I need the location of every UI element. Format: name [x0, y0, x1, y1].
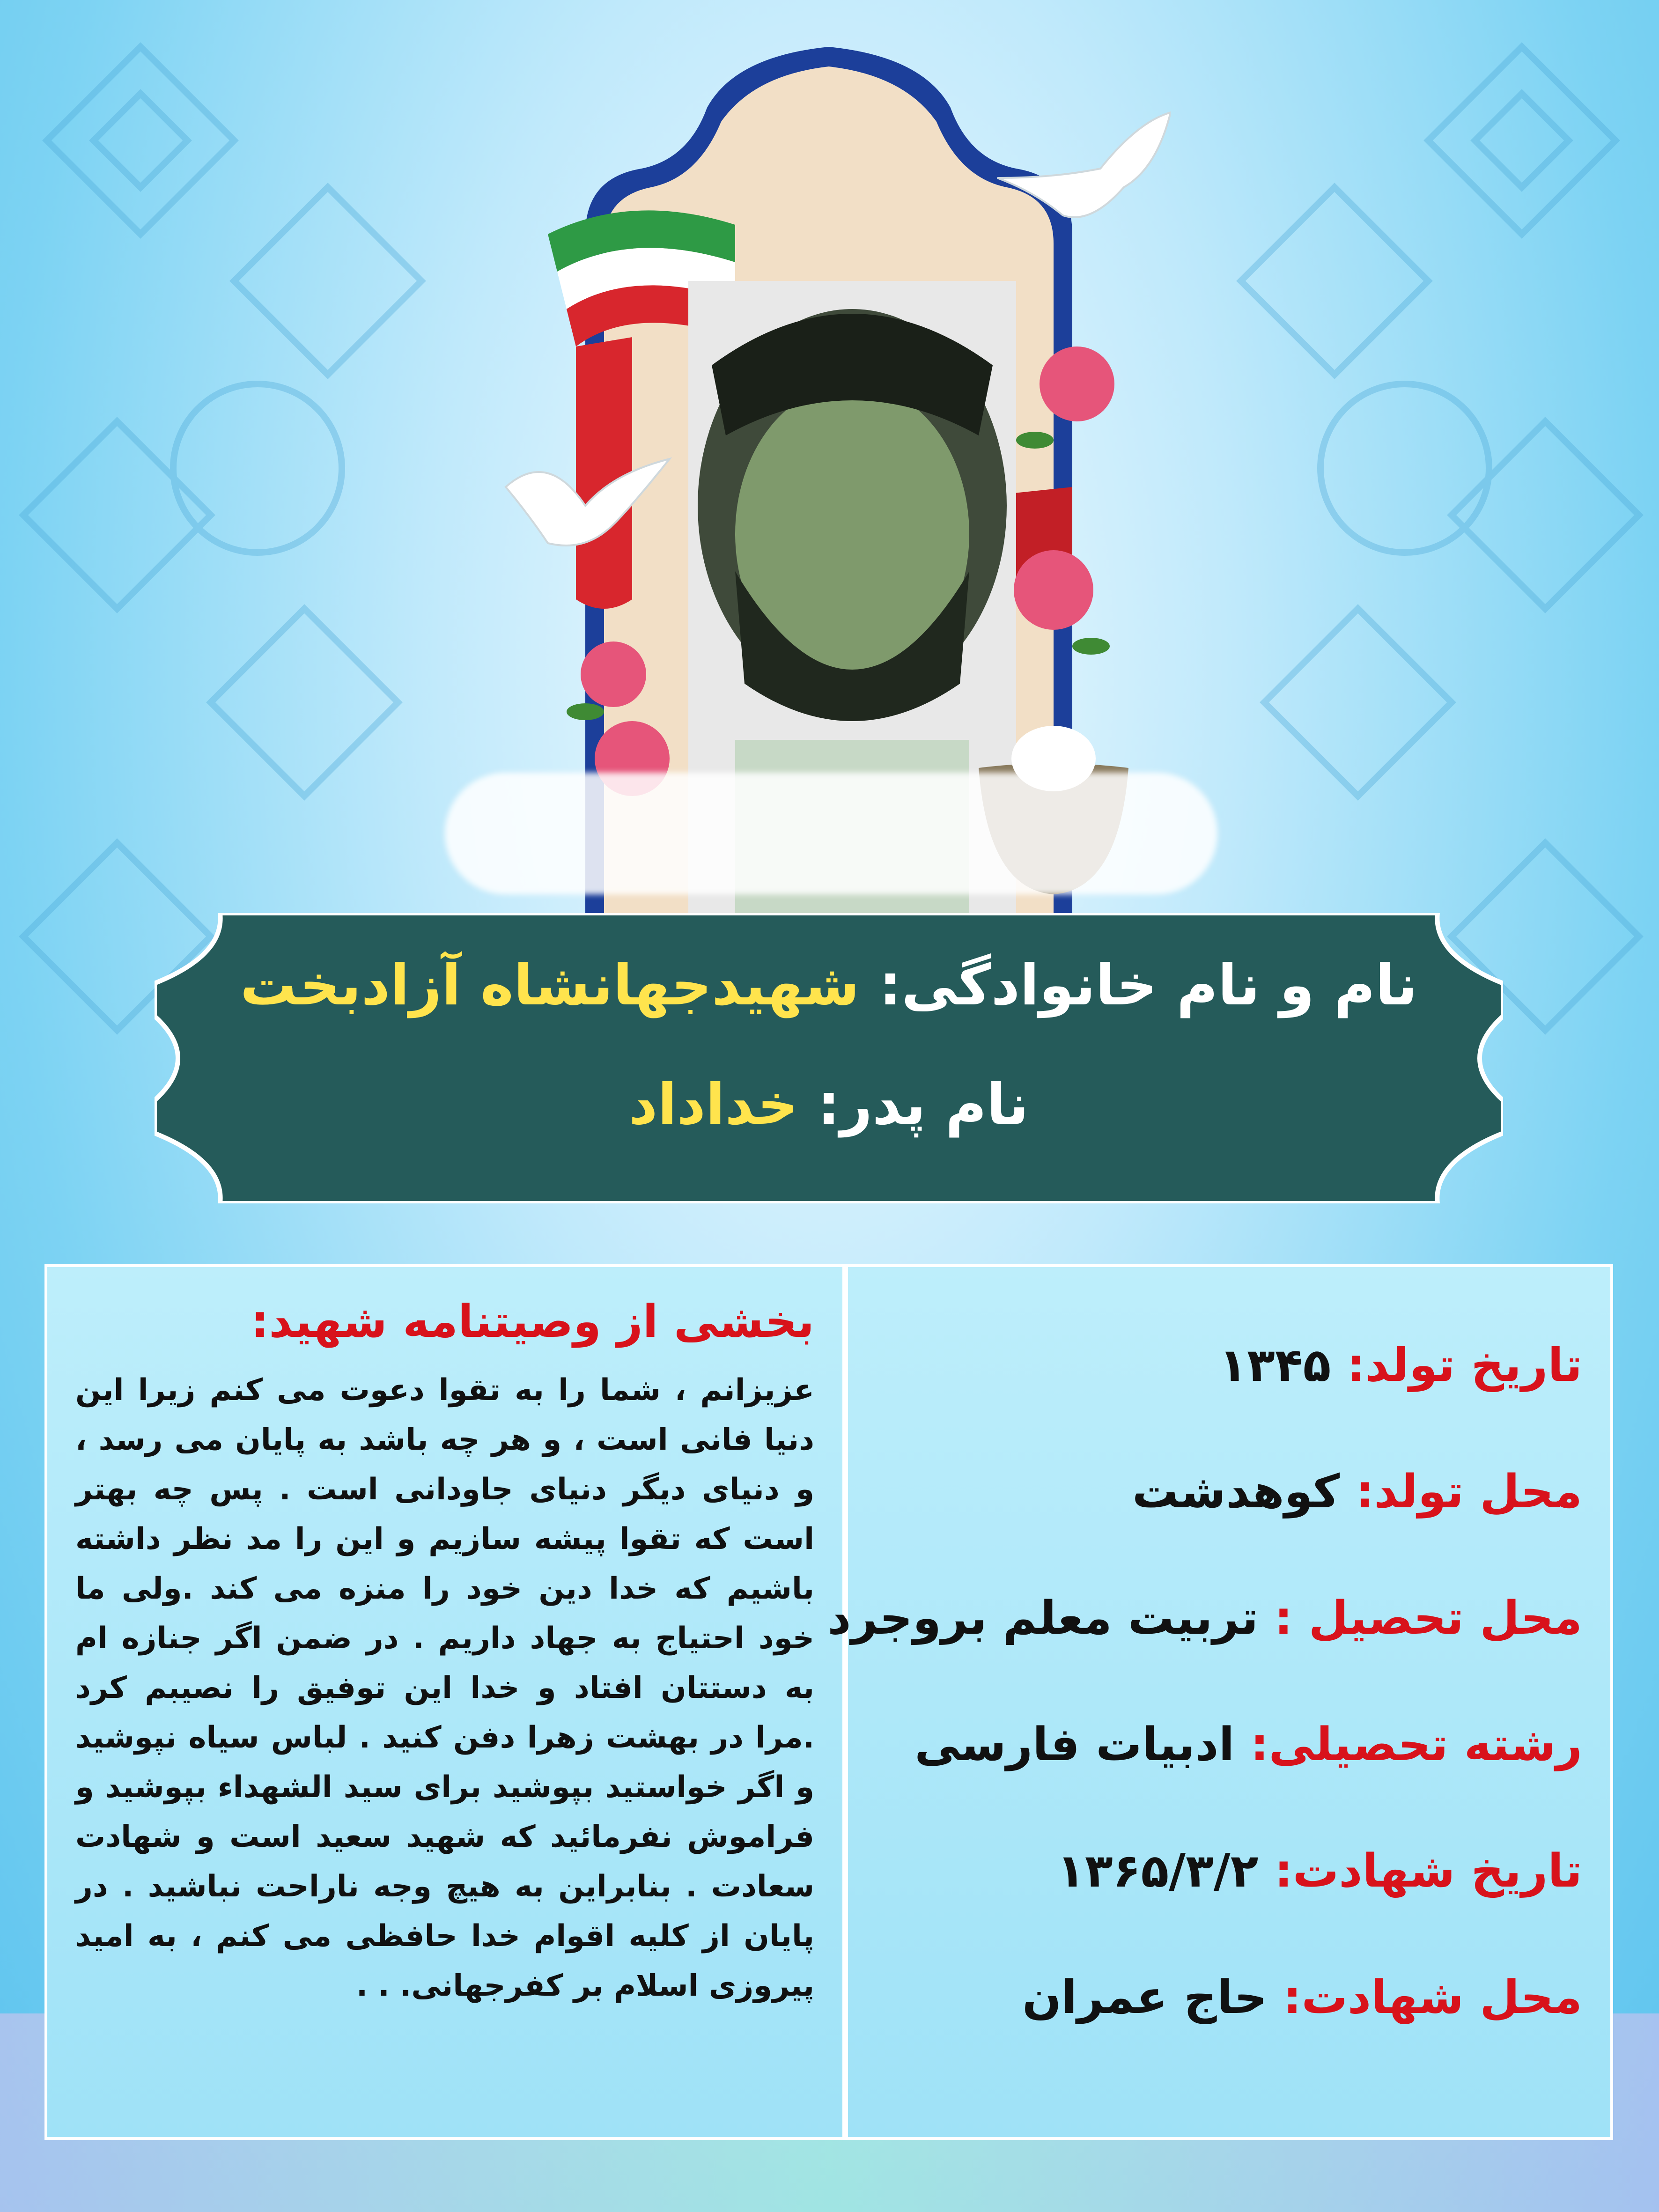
name-label: نام و نام خانوادگی: — [879, 953, 1418, 1018]
info-key: رشته تحصیلی: — [1250, 1718, 1582, 1771]
father-row — [155, 1072, 1503, 1137]
info-value: حاج عمران — [1022, 1971, 1268, 2024]
info-row-martyrdom-place — [867, 1969, 1582, 2096]
info-list — [827, 1337, 1582, 2096]
info-key: محل تولد: — [1356, 1465, 1582, 1519]
info-key: محل تحصیل : — [1274, 1592, 1582, 1645]
info-key: محل شهادت: — [1283, 1971, 1582, 2024]
info-row-education-place — [827, 1590, 1582, 1717]
father-label: نام پدر: — [817, 1072, 1029, 1137]
info-panel — [827, 1264, 1613, 2140]
info-key: تاریخ تولد: — [1347, 1339, 1582, 1392]
info-value: تربیت معلم بروجرد — [827, 1592, 1259, 1645]
info-value: ۱۳۶۵/۳/۲ — [1057, 1844, 1259, 1898]
info-value: ۱۳۴۵ — [1219, 1339, 1331, 1392]
name-value: شهیدجهانشاه آزادبخت — [240, 953, 860, 1018]
info-key: تاریخ شهادت: — [1274, 1844, 1582, 1898]
name-banner — [155, 913, 1503, 1203]
cloud-decoration — [445, 773, 1217, 894]
father-value: خداداد — [628, 1072, 798, 1137]
info-value: کوهدشت — [1132, 1465, 1340, 1519]
will-panel — [44, 1264, 845, 2140]
info-row-birth-place — [867, 1464, 1582, 1590]
info-value: ادبیات فارسی — [914, 1718, 1235, 1771]
will-text: عزیزانم ، شما را به تقوا دعوت می کنم زیرا این دنیا فانی است ، و هر چه باشد به پایان می رسد ، و دنیای دیگر دنیای جاودانی است . پس چه بهتر است که تقوا پیشه سازیم و این را مد نظر داشته باشیم که خدا دین خود را منزه می کند .ولی ما خود احتیاج به جهاد داریم . در ضمن اگر جنازه ام به دستتان افتاد و خدا این توفیق را نصیبم کرد .مرا در بهشت زهرا دفن کنید . لباس سیاه نپوشید و اگر خواستید بپوشید برای سید الشهداء بپوشید و فراموش نفرمائید که شهید سعید است و شهادت سعادت . بنابراین به هیچ وجه ناراحت نباشید . در پایان از کلیه اقوام خدا حافظی می کنم ، به امید پیروزی اسلام بر کفرجهانی. . . — [75, 1373, 814, 2003]
info-row-martyrdom-date — [867, 1843, 1582, 1969]
info-row-birth-date — [867, 1337, 1582, 1464]
info-row-field — [867, 1717, 1582, 1843]
name-row — [155, 953, 1503, 1018]
will-title: بخشی از وصیتنامه شهید: — [251, 1295, 814, 1348]
